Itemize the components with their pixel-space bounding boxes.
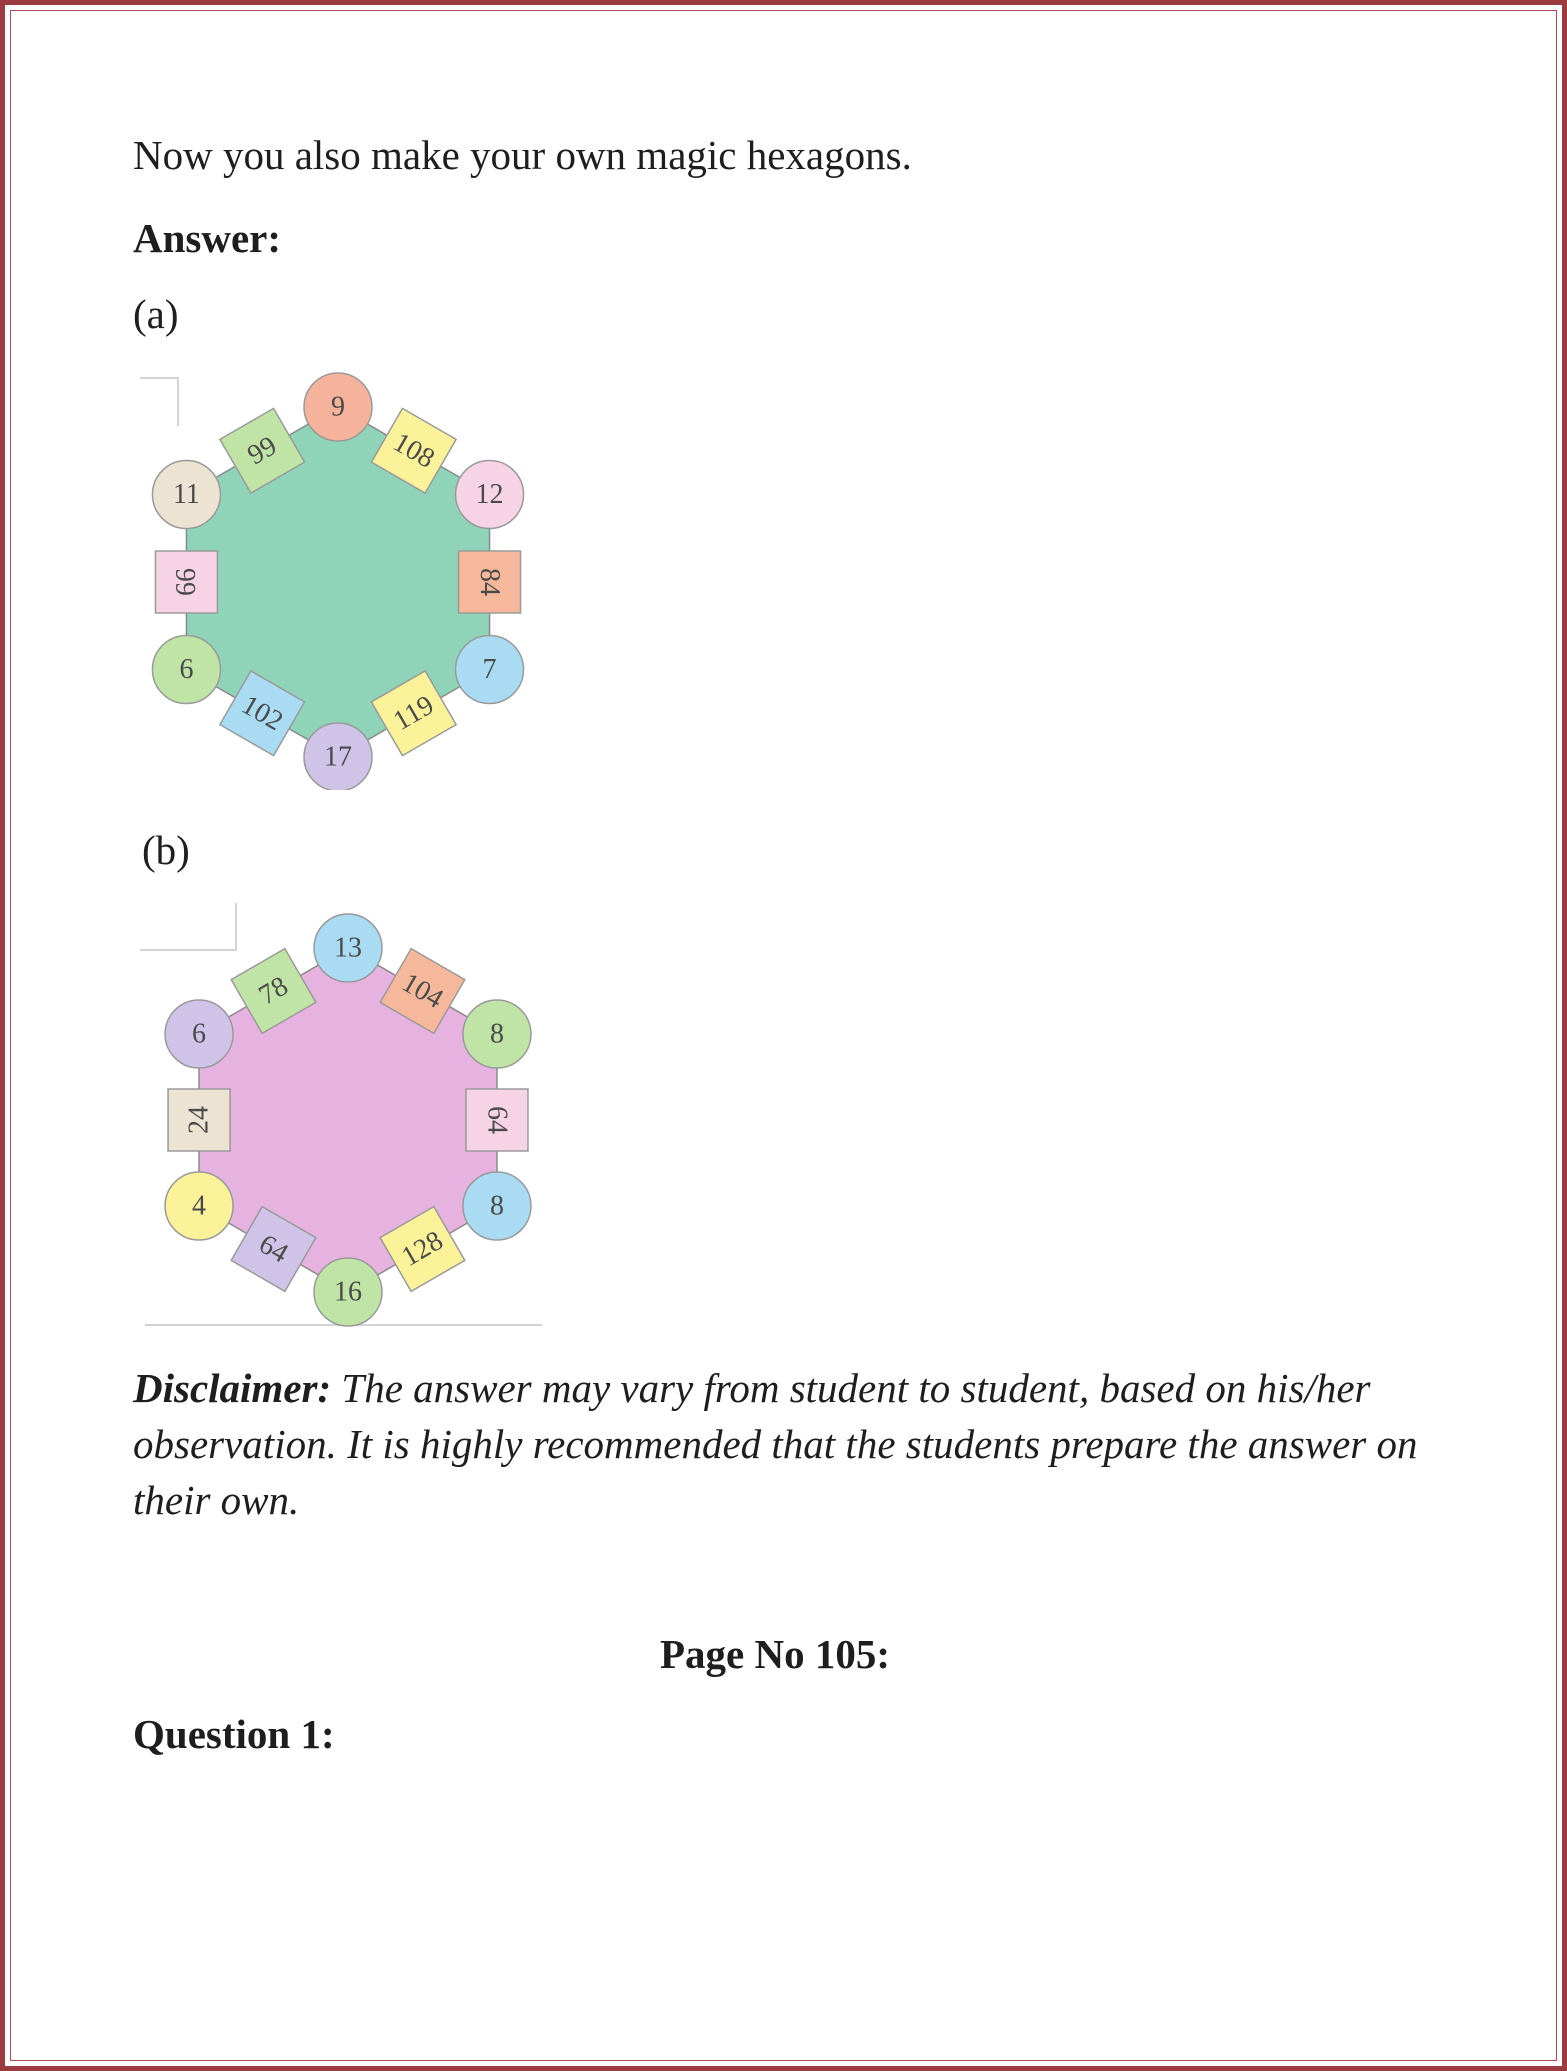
hexagon-b-node: [463, 1000, 531, 1068]
hexagon-b-node-label: 13: [334, 932, 362, 964]
hexagon-b-node-label: 4: [192, 1190, 207, 1222]
hexagon-b-node: [314, 1258, 382, 1326]
hexagon-a-node: [456, 461, 524, 529]
disclaimer-text: The answer may vary from student to student, based on his/her observation. It is highly recommended that the students prepare the answer on their own.: [133, 1365, 1418, 1523]
hexagon-b-node-label: 64: [481, 1106, 513, 1134]
hexagon-a-node: [152, 636, 220, 704]
magic-hexagon-a: [140, 360, 560, 790]
hexagon-a-node-label: 99: [242, 430, 283, 472]
disclaimer-label: Disclaimer:: [133, 1365, 332, 1411]
hexagon-a-group: [152, 373, 523, 790]
hexagon-b-node-label: 16: [334, 1276, 362, 1308]
intro-line: Now you also make your own magic hexagons.: [133, 132, 912, 178]
hexagon-a-node-label: 11: [172, 479, 200, 510]
hexagon-a-node-label: 9: [331, 391, 345, 423]
magic-hexagon-b: [140, 895, 560, 1335]
hexagon-a-node-label: 84: [474, 568, 506, 596]
hexagon-a-node-label: 108: [387, 426, 440, 475]
hexagon-b-node: [314, 914, 382, 982]
hexagon-b-node-label: 128: [396, 1225, 449, 1273]
hexagon-a-node: [304, 373, 372, 441]
hexagon-a-node-label: 119: [388, 689, 440, 737]
hexagon-b-node-label: 8: [489, 1018, 504, 1050]
hexagon-a-node: [456, 636, 524, 704]
hexagon-b-node: [165, 1000, 233, 1068]
hexagon-b-node-label: 64: [253, 1228, 294, 1270]
hexagon-b-node-label: 24: [183, 1106, 215, 1134]
question-label: Question 1:: [133, 1711, 335, 1757]
hexagon-a-node-label: 102: [236, 689, 289, 738]
crop-mark: [140, 903, 236, 950]
hexagon-a-node: [459, 551, 521, 613]
page-number-heading: Page No 105:: [660, 1631, 891, 1677]
hexagon-a-node: [304, 723, 372, 790]
part-b-label: (b): [142, 827, 190, 873]
part-a-label: (a): [133, 291, 179, 337]
hexagon-a-node: [152, 461, 220, 529]
hexagon-b-node: [466, 1089, 528, 1151]
hexagon-b-node: [165, 1172, 233, 1240]
hexagon-b-node-label: 104: [396, 967, 449, 1015]
hexagon-a-node-label: 6: [179, 654, 194, 685]
hexagon-a-node-label: 7: [482, 654, 497, 685]
crop-mark: [140, 378, 178, 426]
answer-label: Answer:: [133, 215, 282, 261]
hexagon-a-node: [155, 551, 217, 613]
hexagon-b-node-label: 78: [253, 970, 294, 1012]
hexagon-b-node-label: 8: [489, 1190, 504, 1222]
hexagon-b-node: [463, 1172, 531, 1240]
hexagon-a-node-label: 12: [475, 479, 504, 510]
disclaimer-paragraph: [133, 1360, 1453, 1528]
hexagon-a-node-label: 66: [170, 568, 202, 596]
hexagon-b-node-label: 6: [192, 1018, 207, 1050]
hexagon-b-group: [165, 914, 531, 1326]
hexagon-a-node-label: 17: [324, 741, 352, 773]
hexagon-b-node: [168, 1089, 230, 1151]
